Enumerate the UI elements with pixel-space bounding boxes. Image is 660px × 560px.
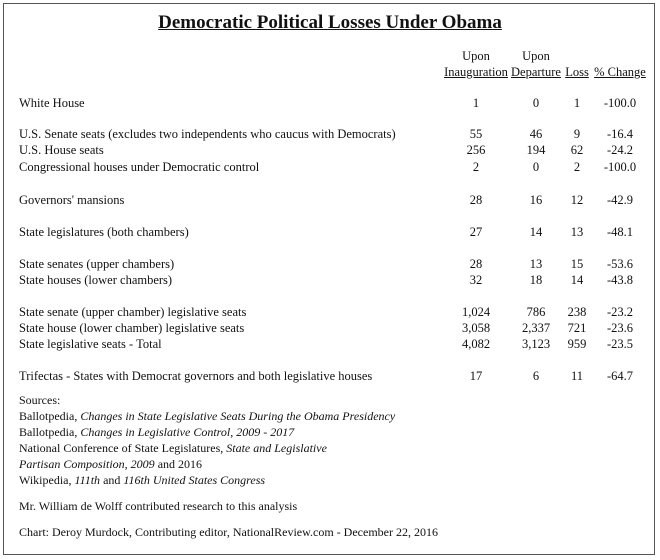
cell-change: -23.2 <box>606 305 634 319</box>
cell-change: -23.6 <box>606 321 634 335</box>
header-departure-top: Upon <box>522 49 550 63</box>
table-row <box>0 95 660 111</box>
table-row <box>0 126 660 142</box>
source-title: 111th <box>74 473 101 487</box>
source-title: Partisan Composition, 2009 <box>19 457 155 471</box>
cell-change: -23.5 <box>606 337 634 351</box>
cell-loss: 238 <box>567 305 587 319</box>
cell-loss: 721 <box>567 321 587 335</box>
source-title: State and Legislative <box>226 441 327 455</box>
row-label: Congressional houses under Democratic control <box>19 160 260 174</box>
cell-inauguration: 17 <box>469 369 483 383</box>
source-joiner: and <box>100 473 124 487</box>
cell-loss: 1 <box>573 96 581 110</box>
row-label: State senate (upper chamber) legislative seats <box>19 305 247 319</box>
source-title: 116th United States Congress <box>123 473 266 487</box>
row-label: Trifectas - States with Democrat governors and both legislative houses <box>19 369 373 383</box>
cell-change: -53.6 <box>606 257 634 271</box>
table-row <box>0 256 660 272</box>
row-label: U.S. House seats <box>19 143 104 157</box>
table-row <box>0 159 660 175</box>
cell-departure: 6 <box>532 369 540 383</box>
cell-departure: 0 <box>532 160 540 174</box>
cell-departure: 0 <box>532 96 540 110</box>
source-prefix: Ballotpedia, <box>19 409 81 423</box>
cell-loss: 11 <box>570 369 584 383</box>
source-line <box>19 408 395 424</box>
cell-departure: 14 <box>529 225 543 239</box>
row-label: U.S. Senate seats (excludes two independents who caucus with Democrats) <box>19 127 396 141</box>
header-inauguration-top: Upon <box>462 49 490 63</box>
header-inauguration <box>440 48 512 80</box>
cell-departure: 2,337 <box>521 321 551 335</box>
cell-loss: 15 <box>570 257 584 271</box>
source-line <box>19 424 294 440</box>
cell-departure: 18 <box>529 273 543 287</box>
research-credit: Mr. William de Wolff contributed research to this analysis <box>19 499 298 513</box>
source-title: Changes in State Legislative Seats During the Obama Presidency <box>80 409 396 423</box>
cell-inauguration: 1,024 <box>461 305 491 319</box>
cell-inauguration: 28 <box>469 193 483 207</box>
row-label: State senates (upper chambers) <box>19 257 175 271</box>
source-line <box>19 440 327 456</box>
cell-inauguration: 4,082 <box>461 337 491 351</box>
source-line <box>19 456 202 472</box>
source-suffix: and 2016 <box>154 457 203 471</box>
cell-change: -24.2 <box>606 143 634 157</box>
table-row <box>0 224 660 240</box>
row-label: Governors' mansions <box>19 193 125 207</box>
cell-departure: 13 <box>529 257 543 271</box>
cell-departure: 786 <box>526 305 546 319</box>
table-row <box>0 320 660 336</box>
row-label: State houses (lower chambers) <box>19 273 173 287</box>
row-label: State house (lower chamber) legislative seats <box>19 321 245 335</box>
sources-heading: Sources: <box>19 393 61 407</box>
cell-change: -100.0 <box>603 160 637 174</box>
cell-loss: 959 <box>567 337 587 351</box>
cell-departure: 3,123 <box>521 337 551 351</box>
source-prefix: Wikipedia, <box>19 473 75 487</box>
page-title: Democratic Political Losses Under Obama <box>158 12 502 33</box>
table-row <box>0 336 660 352</box>
cell-inauguration: 32 <box>469 273 483 287</box>
cell-change: -100.0 <box>603 96 637 110</box>
cell-loss: 14 <box>570 273 584 287</box>
table-row <box>0 142 660 158</box>
cell-inauguration: 55 <box>469 127 483 141</box>
cell-departure: 16 <box>529 193 543 207</box>
cell-loss: 12 <box>570 193 584 207</box>
cell-change: -42.9 <box>606 193 634 207</box>
cell-change: -64.7 <box>606 369 634 383</box>
source-line <box>19 472 265 488</box>
table-row <box>0 192 660 208</box>
cell-change: -16.4 <box>606 127 634 141</box>
table-row <box>0 272 660 288</box>
cell-loss: 9 <box>573 127 581 141</box>
cell-change: -43.8 <box>606 273 634 287</box>
source-prefix: Ballotpedia, <box>19 425 81 439</box>
cell-inauguration: 28 <box>469 257 483 271</box>
cell-loss: 62 <box>570 143 584 157</box>
row-label: White House <box>19 96 85 110</box>
table-row <box>0 368 660 384</box>
header-departure-bottom: Departure <box>511 65 561 79</box>
header-inauguration-bottom: Inauguration <box>444 65 508 79</box>
header-departure <box>510 48 562 80</box>
cell-inauguration: 3,058 <box>461 321 491 335</box>
chart-footer: Chart: Deroy Murdock, Contributing editor, NationalReview.com - December 22, 2016 <box>19 525 438 539</box>
cell-inauguration: 1 <box>472 96 480 110</box>
cell-inauguration: 2 <box>472 160 480 174</box>
cell-departure: 46 <box>529 127 543 141</box>
row-label: State legislative seats - Total <box>19 337 162 351</box>
cell-change: -48.1 <box>606 225 634 239</box>
cell-loss: 13 <box>570 225 584 239</box>
cell-inauguration: 256 <box>466 143 486 157</box>
source-prefix: National Conference of State Legislatures, <box>19 441 227 455</box>
table-row <box>0 304 660 320</box>
header-loss: Loss <box>565 65 589 79</box>
cell-loss: 2 <box>573 160 581 174</box>
row-label: State legislatures (both chambers) <box>19 225 189 239</box>
cell-departure: 194 <box>526 143 546 157</box>
source-title: Changes in Legislative Control, 2009 - 2017 <box>80 425 295 439</box>
header-change: % Change <box>594 65 646 79</box>
cell-inauguration: 27 <box>469 225 483 239</box>
